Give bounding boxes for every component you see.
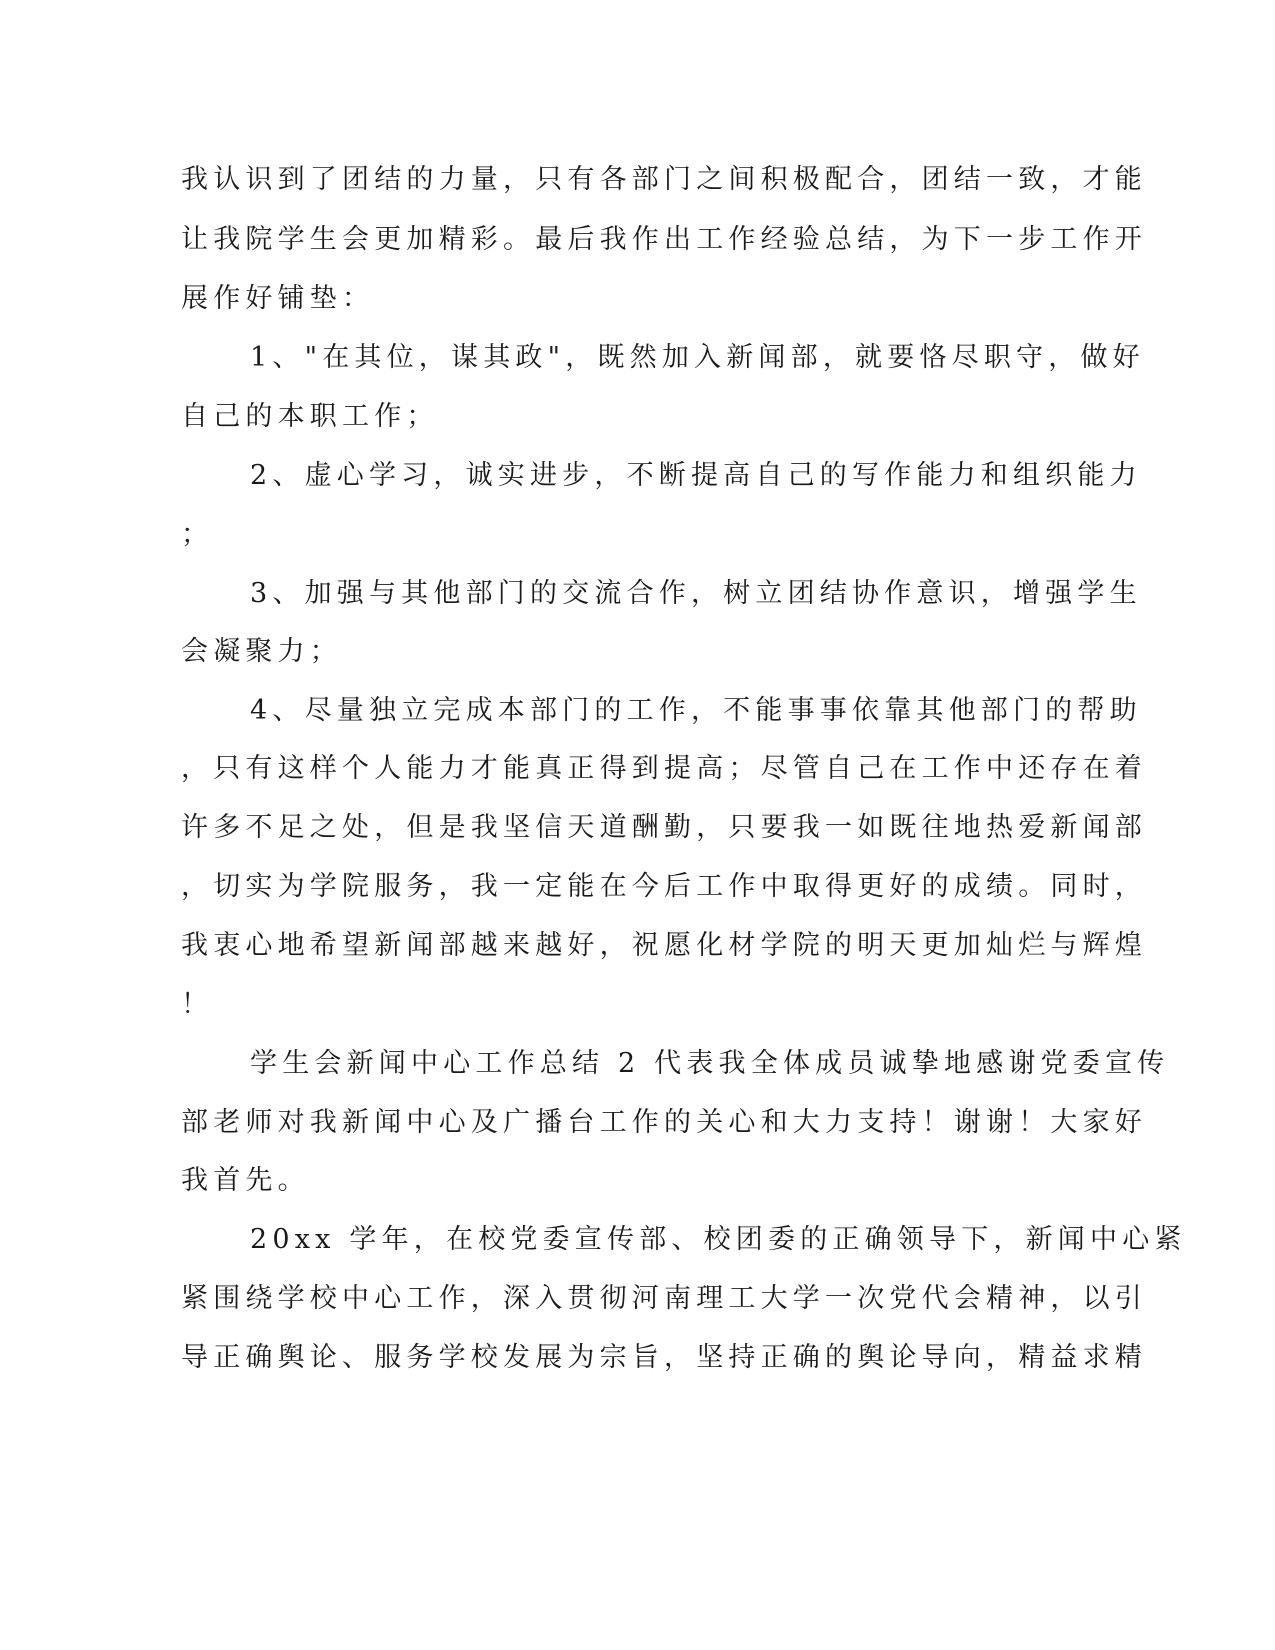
text-line: 我认识到了团结的力量，只有各部门之间积极配合，团结一致，才能 xyxy=(181,164,1147,195)
text-line: 我首先。 xyxy=(181,1165,310,1196)
text-line: 学生会新闻中心工作总结 2 代表我全体成员诚挚地感谢党委宣传 xyxy=(250,1048,1170,1079)
text-line: 1、"在其位，谋其政"，既然加入新闻部，就要恪尽职守，做好 xyxy=(250,342,1145,373)
text-line: 导正确舆论、服务学校发展为宗旨，坚持正确的舆论导向，精益求精 xyxy=(181,1342,1147,1373)
text-line: 4、尽量独立完成本部门的工作，不能事事依靠其他部门的帮助 xyxy=(250,695,1142,726)
text-line: 许多不足之处，但是我坚信天道酬勤，只要我一如既往地热爱新闻部 xyxy=(181,812,1147,843)
text-line: 让我院学生会更加精彩。最后我作出工作经验总结，为下一步工作开 xyxy=(181,224,1147,255)
text-line: 会凝聚力； xyxy=(181,636,342,667)
text-line: ！ xyxy=(181,989,214,1020)
text-line: 部老师对我新闻中心及广播台工作的关心和大力支持！谢谢！大家好 xyxy=(181,1107,1147,1138)
text-line: 3、加强与其他部门的交流合作，树立团结协作意识，增强学生 xyxy=(250,578,1142,609)
text-line: 展作好铺垫： xyxy=(181,283,375,314)
text-line: 自己的本职工作； xyxy=(181,401,439,432)
text-line: ，切实为学院服务，我一定能在今后工作中取得更好的成绩。同时， xyxy=(181,871,1147,902)
text-line: 紧围绕学校中心工作，深入贯彻河南理工大学一次党代会精神，以引 xyxy=(181,1283,1147,1314)
text-line: 2、虚心学习，诚实进步，不断提高自己的写作能力和组织能力 xyxy=(250,460,1142,491)
text-line: 20xx 学年，在校党委宣传部、校团委的正确领导下，新闻中心紧 xyxy=(250,1224,1187,1255)
text-line: ，只有这样个人能力才能真正得到提高；尽管自己在工作中还存在着 xyxy=(181,753,1147,784)
text-line: ； xyxy=(181,519,214,550)
text-line: 我衷心地希望新闻部越来越好，祝愿化材学院的明天更加灿烂与辉煌 xyxy=(181,930,1147,961)
